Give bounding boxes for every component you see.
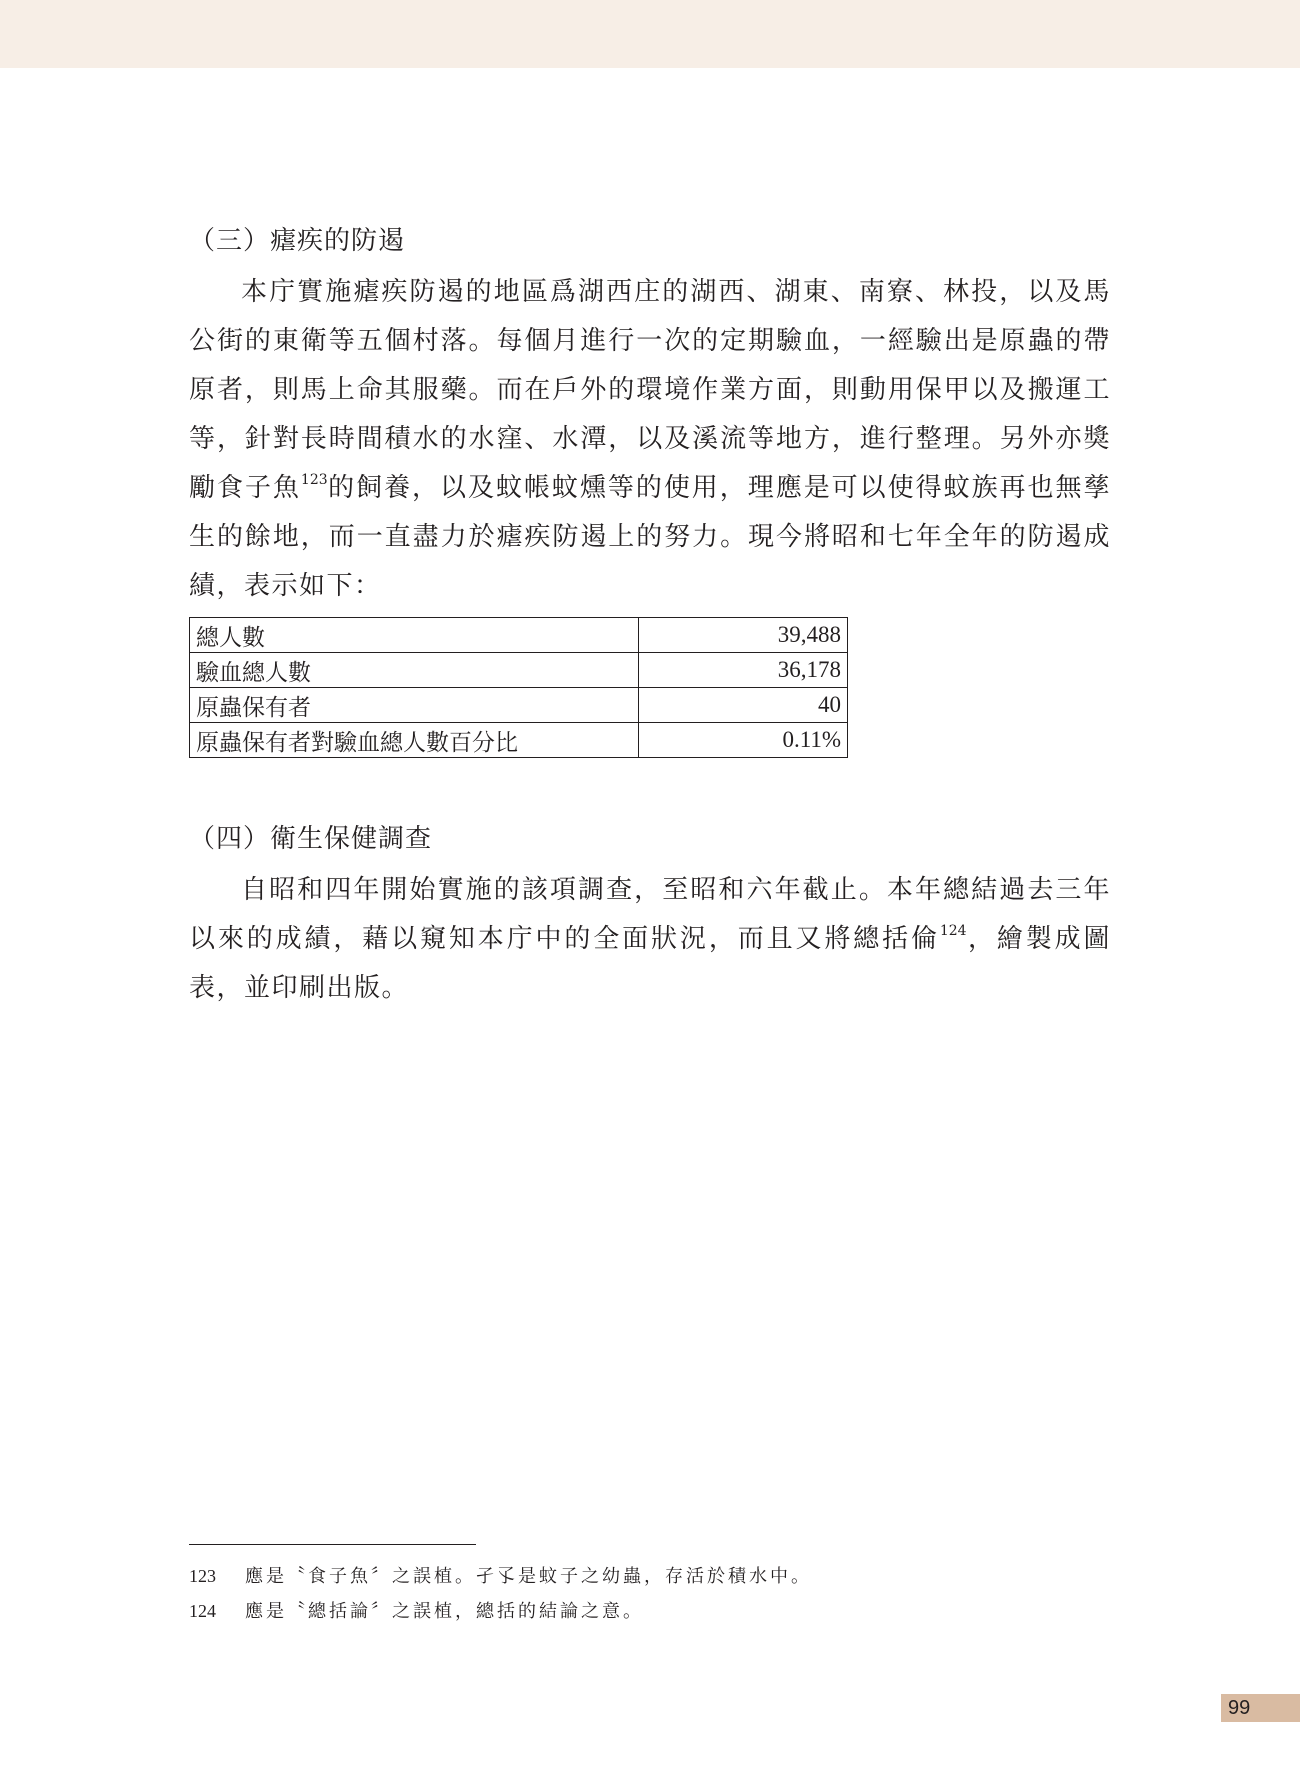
page-number-tab xyxy=(1221,1694,1300,1722)
malaria-stats-table xyxy=(189,617,848,758)
table-cell-value: 40 xyxy=(639,688,848,723)
paragraph-text: 的飼養，以及蚊帳蚊燻等的使用，理應是可以使得蚊族再也無孳生的餘地，而一直盡力於瘧疾防遏上的努力。現今將昭和七年全年的防遏成績，表示如下： xyxy=(189,473,1111,601)
table-row xyxy=(190,618,848,653)
table-cell-value: 0.11% xyxy=(639,723,848,758)
footnote-ref-123: 123 xyxy=(300,472,328,488)
footnote-ref-124: 124 xyxy=(939,923,967,939)
paragraph-text: 自昭和四年開始實施的該項調查，至昭和六年截止。本年總結過去三年以來的成績，藉以窺知本庁中的全面狀況，而且又將總括倫 xyxy=(189,875,1111,954)
footnotes xyxy=(189,1559,1111,1629)
table-cell-label: 原蟲保有者 xyxy=(190,688,639,723)
footnote-124 xyxy=(189,1594,1111,1629)
paragraph-malaria xyxy=(189,268,1111,611)
paragraph-text: 本庁實施瘧疾防遏的地區爲湖西庄的湖西、湖東、南寮、林投，以及馬公街的東衛等五個村落。每個月進行一次的定期驗血，一經驗出是原蟲的帶原者，則馬上命其服藥。而在戶外的環境作業方面，則動用保甲以及搬運工等，針對長時間積水的水窪、水潭，以及溪流等地方，進行整理。另外亦獎勵食子魚 xyxy=(189,277,1111,503)
table-cell-label: 原蟲保有者對驗血總人數百分比 xyxy=(190,723,639,758)
paragraph-health-survey xyxy=(189,866,1111,1013)
top-color-band xyxy=(0,0,1300,68)
footnote-divider xyxy=(189,1544,476,1545)
footnote-text: 應是〝總括論〞之誤植，總括的結論之意。 xyxy=(245,1601,644,1622)
table-cell-label: 驗血總人數 xyxy=(190,653,639,688)
table-row xyxy=(190,653,848,688)
page-number: 99 xyxy=(1228,1697,1251,1719)
footnote-123 xyxy=(189,1559,1111,1594)
paragraph-text: ，繪製成圖表，並印刷出版。 xyxy=(189,924,1111,1003)
section-heading-health-survey: （四）衛生保健調查 xyxy=(189,824,433,854)
footnote-number: 123 xyxy=(189,1566,216,1586)
footnote-text: 應是〝食子魚〞之誤植。孑孓是蚊子之幼蟲，存活於積水中。 xyxy=(245,1566,812,1587)
section-health-survey xyxy=(189,824,1111,1013)
section-heading-malaria: （三）瘧疾的防遏 xyxy=(189,226,406,256)
table-cell-value: 39,488 xyxy=(639,618,848,653)
footnote-number: 124 xyxy=(189,1601,216,1621)
table-cell-label: 總人數 xyxy=(190,618,639,653)
main-content xyxy=(189,226,1111,1013)
table-row xyxy=(190,688,848,723)
table-cell-value: 36,178 xyxy=(639,653,848,688)
table-row xyxy=(190,723,848,758)
